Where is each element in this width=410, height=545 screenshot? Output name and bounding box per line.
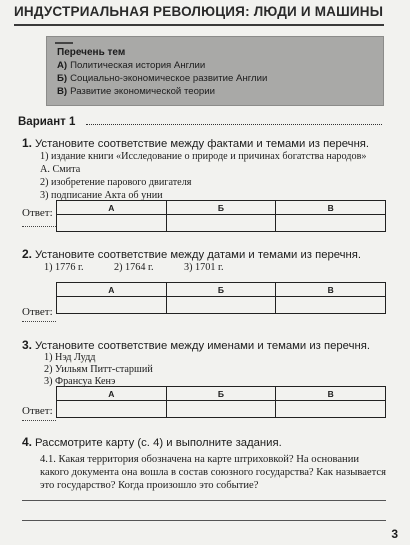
task-1-option-2: 2) изобретение парового двигателя bbox=[40, 177, 192, 188]
variant-dotted-line[interactable] bbox=[86, 124, 382, 125]
task-1-option-1-cont: А. Смита bbox=[40, 164, 81, 175]
task-3-answer-label: Ответ: bbox=[22, 405, 53, 417]
answer-table-row bbox=[57, 215, 386, 232]
task-3-option-3: 3) Франсуа Кенэ bbox=[44, 376, 116, 387]
answer-dotted-line bbox=[22, 321, 56, 322]
task-text: Установите соответствие между датами и темами из перечня. bbox=[35, 249, 362, 261]
header-cell-a: А bbox=[57, 201, 167, 215]
topic-item-a bbox=[57, 60, 205, 71]
variant-label: Вариант 1 bbox=[18, 116, 76, 128]
header-cell-c: В bbox=[276, 283, 386, 297]
answer-cell-b[interactable] bbox=[166, 401, 276, 418]
task-2-title bbox=[22, 247, 361, 261]
answer-cell-a[interactable] bbox=[57, 215, 167, 232]
topic-text: Политическая история Англии bbox=[70, 60, 206, 71]
answer-cell-a[interactable] bbox=[57, 297, 167, 314]
page-number: 3 bbox=[391, 527, 398, 541]
task-2-option-2: 2) 1764 г. bbox=[114, 262, 154, 273]
topics-box bbox=[46, 36, 384, 106]
topic-item-b bbox=[57, 73, 267, 84]
task-number: 4. bbox=[22, 435, 33, 449]
answer-dotted-line bbox=[22, 420, 56, 421]
task-1-option-1: 1) издание книги «Исследование о природе и причинах богатства народов» bbox=[40, 151, 367, 162]
task-2-answer-label: Ответ: bbox=[22, 306, 53, 318]
task-text: Рассмотрите карту (с. 4) и выполните задания. bbox=[35, 437, 282, 449]
task-1-title bbox=[22, 136, 369, 150]
topics-box-dash bbox=[55, 42, 73, 44]
answer-table-row bbox=[57, 297, 386, 314]
task-text: Установите соответствие между фактами и темами из перечня. bbox=[35, 138, 370, 150]
task-1-option-3: 3) подписание Акта об унии bbox=[40, 190, 163, 201]
answer-table-header bbox=[57, 201, 386, 215]
task-number: 3. bbox=[22, 338, 33, 352]
task-number: 2. bbox=[22, 247, 33, 261]
topic-text: Развитие экономической теории bbox=[70, 86, 215, 97]
answer-write-line[interactable] bbox=[22, 520, 386, 521]
header-cell-b: Б bbox=[166, 283, 276, 297]
task-3-answer-table bbox=[56, 386, 386, 418]
header-cell-a: А bbox=[57, 283, 167, 297]
topics-header: Перечень тем bbox=[57, 47, 126, 58]
answer-cell-b[interactable] bbox=[166, 215, 276, 232]
task-2-option-3: 3) 1701 г. bbox=[184, 262, 224, 273]
header-cell-b: Б bbox=[166, 387, 276, 401]
answer-table-header bbox=[57, 387, 386, 401]
answer-dotted-line bbox=[22, 226, 56, 227]
task-4-title bbox=[22, 435, 282, 449]
task-3-option-1: 1) Нэд Лудд bbox=[44, 352, 96, 363]
task-text: Установите соответствие между именами и темами из перечня. bbox=[35, 340, 370, 352]
task-3-option-2: 2) Уильям Питт-старший bbox=[44, 364, 153, 375]
topic-text: Социально-экономическое развитие Англии bbox=[70, 73, 268, 84]
answer-write-line[interactable] bbox=[22, 500, 386, 501]
topic-letter: В) bbox=[57, 86, 68, 97]
answer-cell-c[interactable] bbox=[276, 215, 386, 232]
topic-letter: Б) bbox=[57, 73, 68, 84]
answer-cell-b[interactable] bbox=[166, 297, 276, 314]
answer-cell-c[interactable] bbox=[276, 297, 386, 314]
answer-cell-c[interactable] bbox=[276, 401, 386, 418]
task-2-answer-table bbox=[56, 282, 386, 314]
header-cell-b: Б bbox=[166, 201, 276, 215]
topic-letter: А) bbox=[57, 60, 68, 71]
task-1-answer-table bbox=[56, 200, 386, 232]
task-4-question: 4.1. Какая территория обозначена на карте штриховкой? На основании какого документа она вошла в состав союзного государства? Как называется это государство? Когда произошло это событие? bbox=[40, 454, 386, 492]
page-title: ИНДУСТРИАЛЬНАЯ РЕВОЛЮЦИЯ: ЛЮДИ И МАШИНЫ bbox=[14, 4, 384, 19]
task-number: 1. bbox=[22, 136, 33, 150]
task-2-option-1: 1) 1776 г. bbox=[44, 262, 84, 273]
task-1-answer-label: Ответ: bbox=[22, 207, 53, 219]
header-cell-c: В bbox=[276, 201, 386, 215]
header-cell-a: А bbox=[57, 387, 167, 401]
answer-table-row bbox=[57, 401, 386, 418]
title-rule bbox=[14, 24, 384, 26]
header-cell-c: В bbox=[276, 387, 386, 401]
topic-item-c bbox=[57, 86, 215, 97]
answer-table-header bbox=[57, 283, 386, 297]
answer-cell-a[interactable] bbox=[57, 401, 167, 418]
task-3-title bbox=[22, 338, 370, 352]
